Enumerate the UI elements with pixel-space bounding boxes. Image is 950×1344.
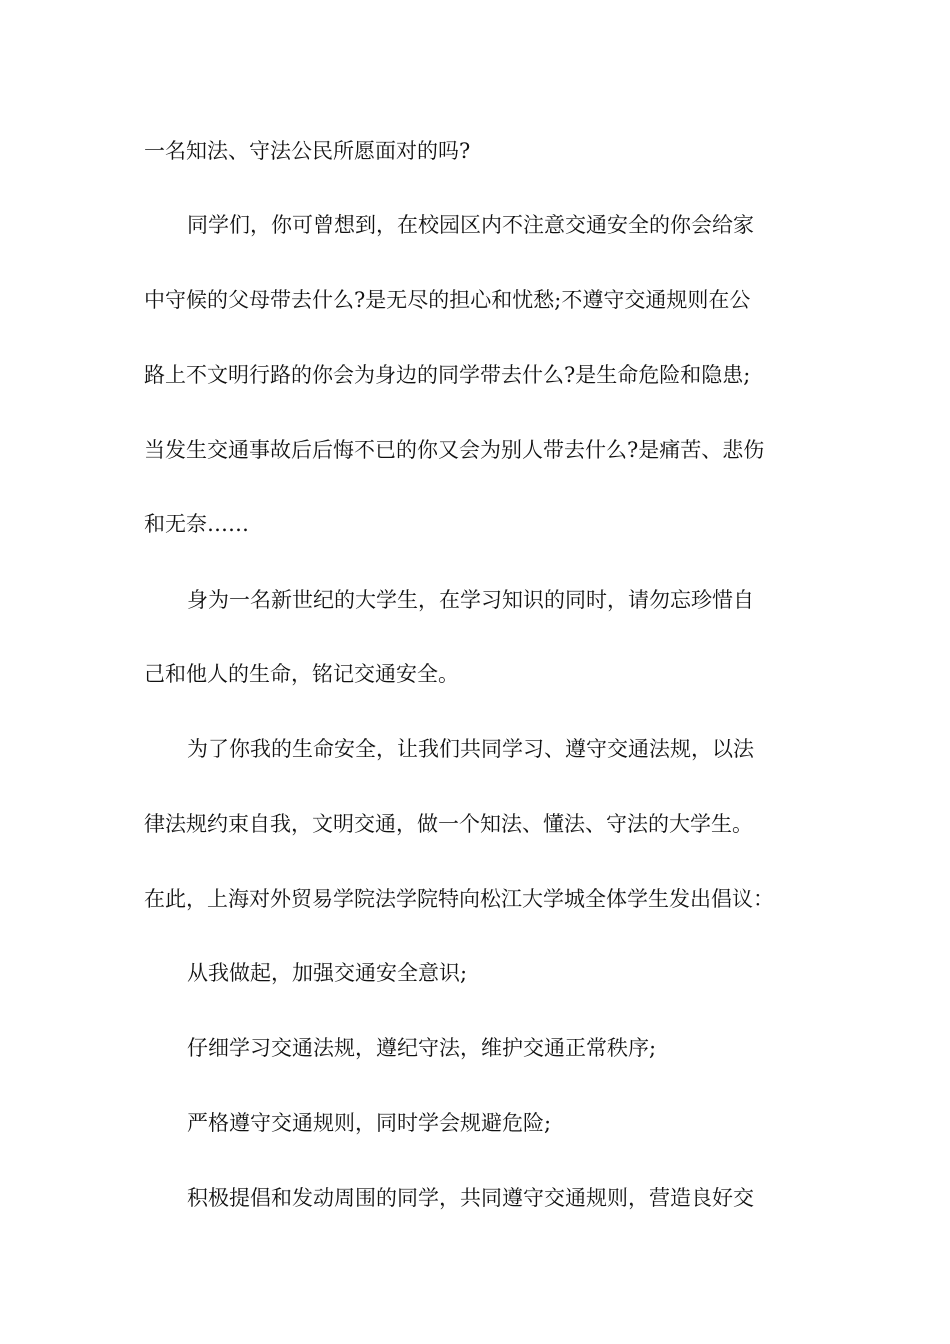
text-line: 为了你我的生命安全，让我们共同学习、遵守交通法规，以法 — [187, 737, 754, 761]
text-line: 从我做起，加强交通安全意识; — [187, 961, 468, 985]
text-line: 律法规约束自我，文明交通，做一个知法、懂法、守法的大学生。 — [144, 812, 753, 836]
text-line: 严格遵守交通规则，同时学会规避危险; — [187, 1111, 552, 1135]
text-line: 同学们，你可曾想到，在校园区内不注意交通安全的你会给家 — [187, 213, 754, 237]
text-line: 身为一名新世纪的大学生，在学习知识的同时，请勿忘珍惜自 — [187, 588, 754, 612]
text-line: 当发生交通事故后后悔不已的你又会为别人带去什么?是痛苦、悲伤 — [144, 438, 765, 462]
text-line: 己和他人的生命，铭记交通安全。 — [144, 662, 459, 686]
text-line: 仔细学习交通法规，遵纪守法，维护交通正常秩序; — [187, 1036, 657, 1060]
text-line: 一名知法、守法公民所愿面对的吗? — [144, 139, 471, 163]
text-line: 和无奈…… — [144, 512, 249, 536]
text-line: 积极提倡和发动周围的同学，共同遵守交通规则，营造良好交 — [187, 1186, 754, 1210]
text-line: 在此，上海对外贸易学院法学院特向松江大学城全体学生发出倡议： — [144, 887, 774, 911]
text-line: 路上不文明行路的你会为身边的同学带去什么?是生命危险和隐患; — [144, 363, 751, 387]
text-line: 中守候的父母带去什么?是无尽的担心和忧愁;不遵守交通规则在公 — [144, 288, 751, 312]
